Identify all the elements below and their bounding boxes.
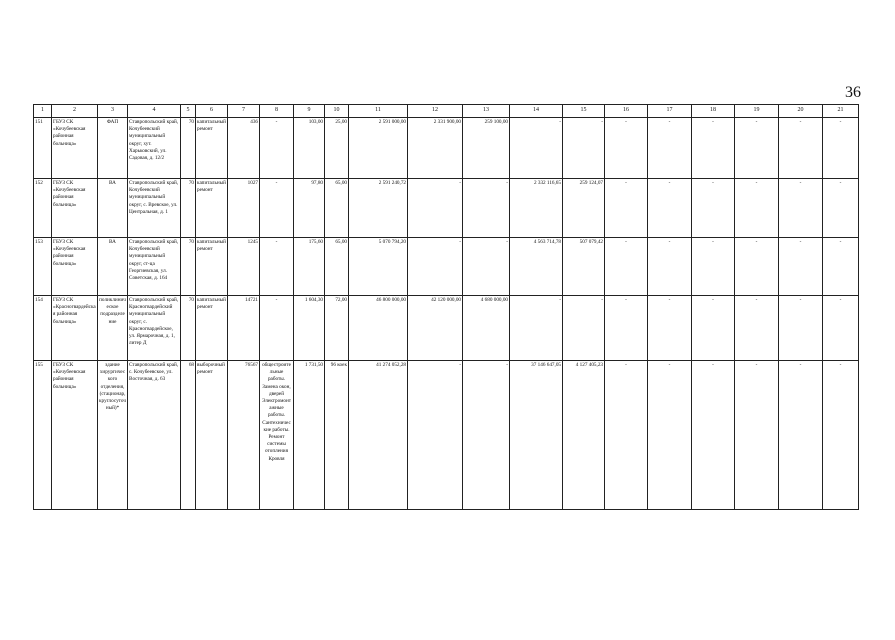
object-type-cell: здание хирургического отделения, (стационар, круглосуточный)* [98, 361, 128, 510]
total-cost-cell: 2 591 000,00 [349, 118, 408, 179]
col-20-value-cell: - [779, 118, 823, 179]
works-description-cell: - [260, 238, 294, 296]
total-cost-cell: 5 070 794,20 [349, 238, 408, 296]
row-number-cell: 152 [34, 179, 52, 238]
col-16-value-cell: - [605, 361, 648, 510]
institution-name-cell: ГБУЗ СК «Кочубеевская районная больница» [52, 361, 98, 510]
col-15-cost-cell: 4 127 405,23 [563, 361, 605, 510]
col-12-cost-cell: - [408, 238, 463, 296]
col-14-cost-cell: - [510, 296, 563, 361]
address-cell: Ставропольский край, Красногвардейский муниципальный округ, с. Красногвардейское, ул. Ярмарочная, д. 1, литер Д [128, 296, 181, 361]
address-cell: Ставропольский край, Кочубеевский муниципальный округ, хут. Харьковский, ул. Садовая, д. 12/2 [128, 118, 181, 179]
row-number-cell: 151 [34, 118, 52, 179]
repair-type-cell: капитальный ремонт [196, 296, 228, 361]
col-19-value-cell: - [735, 238, 779, 296]
column-header: 10 [325, 105, 349, 118]
wear-percent-cell: 70 [181, 238, 196, 296]
capacity-value-cell: 65,00 [325, 238, 349, 296]
col-15-cost-cell: 507 079,42 [563, 238, 605, 296]
area-value-cell: 103,00 [294, 118, 325, 179]
column-header: 19 [735, 105, 779, 118]
col-13-cost-cell: 259 100,00 [463, 118, 510, 179]
page-number: 36 [845, 84, 861, 101]
capacity-value-cell: 25,00 [325, 118, 349, 179]
wear-percent-cell: 68 [181, 361, 196, 510]
capacity-value-cell: 96 коек [325, 361, 349, 510]
object-type-cell: ВА [98, 179, 128, 238]
col-12-cost-cell: - [408, 179, 463, 238]
column-header: 6 [196, 105, 228, 118]
row-number-cell: 154 [34, 296, 52, 361]
col-20-value-cell: - [779, 179, 823, 238]
column-header: 7 [228, 105, 260, 118]
column-header: 3 [98, 105, 128, 118]
col-13-cost-cell: 4 680 000,00 [463, 296, 510, 361]
address-cell: Ставропольский край, с. Кочубеевское, ул. Восточная, д. 63 [128, 361, 181, 510]
works-description-cell: общестроительные работы. Замена окон, дверей Электромонтажные работы. Сантехнические работы. Ремонт системы отопления Кровля [260, 361, 294, 510]
wear-percent-cell: 70 [181, 179, 196, 238]
col-15-cost-cell: 259 124,07 [563, 179, 605, 238]
col-14-cost-cell: 4 563 714,78 [510, 238, 563, 296]
column-header: 14 [510, 105, 563, 118]
table-row [34, 238, 859, 296]
column-header: 17 [648, 105, 692, 118]
address-cell: Ставропольский край, Кочубеевский муниципальный округ, ст-ца Георгиевская, ул. Советская, д. 164 [128, 238, 181, 296]
total-cost-cell: 46 800 000,00 [349, 296, 408, 361]
table-row [34, 361, 859, 510]
col-14-cost-cell: 37 146 647,05 [510, 361, 563, 510]
works-description-cell: - [260, 179, 294, 238]
column-header: 9 [294, 105, 325, 118]
works-description-cell: - [260, 118, 294, 179]
col-20-value-cell: - [779, 296, 823, 361]
col-15-cost-cell: - [563, 118, 605, 179]
column-header: 5 [181, 105, 196, 118]
col-15-cost-cell: - [563, 296, 605, 361]
table-row [34, 179, 859, 238]
row-number-cell: 153 [34, 238, 52, 296]
register-table [33, 104, 859, 510]
area-value-cell: 1 731,50 [294, 361, 325, 510]
institution-name-cell: ГБУЗ СК «Кочубеевская районная больница» [52, 238, 98, 296]
column-header: 18 [692, 105, 735, 118]
col-16-value-cell: - [605, 296, 648, 361]
col-18-value-cell: - [692, 296, 735, 361]
col-7-value-cell: 76567 [228, 361, 260, 510]
total-cost-cell: 41 274 052,28 [349, 361, 408, 510]
col-7-value-cell: 1245 [228, 238, 260, 296]
col-17-value-cell: - [648, 238, 692, 296]
column-header: 21 [823, 105, 859, 118]
col-19-value-cell: - [735, 179, 779, 238]
address-cell: Ставропольский край, Кочубеевский муниципальный округ, с. Вревское, ул. Центральная, д. 1 [128, 179, 181, 238]
column-header: 4 [128, 105, 181, 118]
col-19-value-cell: - [735, 118, 779, 179]
repair-type-cell: капитальный ремонт [196, 238, 228, 296]
col-21-value-cell: - [823, 118, 859, 179]
header-row [34, 105, 859, 118]
area-value-cell: 1 604,30 [294, 296, 325, 361]
col-16-value-cell: - [605, 118, 648, 179]
column-header: 16 [605, 105, 648, 118]
col-13-cost-cell: - [463, 179, 510, 238]
total-cost-cell: 2 591 240,72 [349, 179, 408, 238]
table-row [34, 118, 859, 179]
institution-name-cell: ГБУЗ СК «Красногвардейская районная больница» [52, 296, 98, 361]
institution-name-cell: ГБУЗ СК «Кочубеевская районная больница» [52, 118, 98, 179]
col-18-value-cell: - [692, 238, 735, 296]
col-17-value-cell: - [648, 296, 692, 361]
col-16-value-cell: - [605, 238, 648, 296]
col-7-value-cell: 436 [228, 118, 260, 179]
row-number-cell: 155 [34, 361, 52, 510]
repair-type-cell: капитальный ремонт [196, 179, 228, 238]
institution-name-cell: ГБУЗ СК «Кочубеевская районная больница» [52, 179, 98, 238]
object-type-cell: ВА [98, 238, 128, 296]
object-type-cell: ФАП [98, 118, 128, 179]
col-18-value-cell: - [692, 361, 735, 510]
works-description-cell: - [260, 296, 294, 361]
col-20-value-cell: - [779, 238, 823, 296]
col-19-value-cell: - [735, 361, 779, 510]
col-17-value-cell: - [648, 118, 692, 179]
column-header: 1 [34, 105, 52, 118]
col-21-value-cell: - [823, 179, 859, 238]
col-7-value-cell: 14721 [228, 296, 260, 361]
col-18-value-cell: - [692, 179, 735, 238]
col-14-cost-cell: 2 332 116,65 [510, 179, 563, 238]
col-7-value-cell: 1027 [228, 179, 260, 238]
area-value-cell: 175,60 [294, 238, 325, 296]
col-19-value-cell: - [735, 296, 779, 361]
repair-type-cell: выборочный ремонт [196, 361, 228, 510]
col-21-value-cell: - [823, 296, 859, 361]
col-17-value-cell: - [648, 179, 692, 238]
area-value-cell: 97,80 [294, 179, 325, 238]
object-type-cell: поликлиническое подразделение [98, 296, 128, 361]
col-16-value-cell: - [605, 179, 648, 238]
column-header: 15 [563, 105, 605, 118]
col-21-value-cell: - [823, 238, 859, 296]
column-header: 20 [779, 105, 823, 118]
wear-percent-cell: 70 [181, 118, 196, 179]
column-header: 13 [463, 105, 510, 118]
table-row [34, 296, 859, 361]
col-17-value-cell: - [648, 361, 692, 510]
col-13-cost-cell: - [463, 361, 510, 510]
wear-percent-cell: 70 [181, 296, 196, 361]
col-14-cost-cell: - [510, 118, 563, 179]
column-header: 8 [260, 105, 294, 118]
capacity-value-cell: 65,00 [325, 179, 349, 238]
col-12-cost-cell: 42 120 000,00 [408, 296, 463, 361]
column-header: 2 [52, 105, 98, 118]
col-12-cost-cell: 2 331 900,00 [408, 118, 463, 179]
repair-type-cell: капитальный ремонт [196, 118, 228, 179]
capacity-value-cell: 72,00 [325, 296, 349, 361]
column-header: 12 [408, 105, 463, 118]
col-12-cost-cell: - [408, 361, 463, 510]
col-13-cost-cell: - [463, 238, 510, 296]
col-21-value-cell: - [823, 361, 859, 510]
col-20-value-cell: - [779, 361, 823, 510]
column-header: 11 [349, 105, 408, 118]
col-18-value-cell: - [692, 118, 735, 179]
